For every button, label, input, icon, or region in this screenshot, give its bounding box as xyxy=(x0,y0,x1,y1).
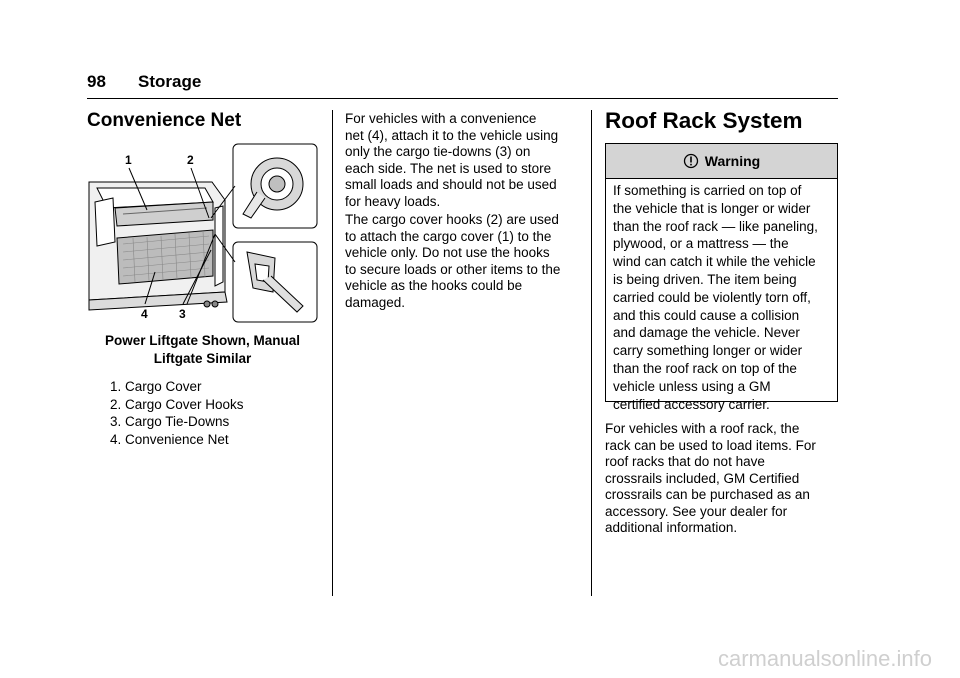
text-line: net (4), attach it to the vehicle using xyxy=(345,127,559,143)
callout-1: 1 xyxy=(125,153,132,167)
text-line: and damage the vehicle. Never xyxy=(613,325,800,341)
text-line: If something is carried on top of xyxy=(613,183,802,198)
legend-item: 4. Convenience Net xyxy=(110,431,229,447)
text-line: damaged. xyxy=(345,294,406,310)
cargo-illustration-svg xyxy=(87,142,318,324)
legend-item: 1. Cargo Cover xyxy=(110,379,202,394)
text-line: roof racks that do not have xyxy=(605,454,765,469)
text-line: The cargo cover hooks (2) are used xyxy=(345,212,559,227)
legend-item: 3. Cargo Tie-Downs xyxy=(110,414,230,429)
caption-line: Power Liftgate Shown, Manual xyxy=(104,333,300,348)
text-line: additional information. xyxy=(605,520,738,535)
watermark: carmanualsonline.info xyxy=(717,646,932,671)
callout-3: 3 xyxy=(179,307,186,321)
text-line: vehicle unless using a GM xyxy=(613,378,771,394)
text-line: vehicle as the hooks could be xyxy=(345,278,523,293)
text-line: vehicle only. Do not use the hooks xyxy=(345,245,550,260)
text-line: is being driven. The item being xyxy=(613,271,797,287)
cargo-area-illustration xyxy=(87,142,318,324)
text-line: only the cargo tie-downs (3) on xyxy=(345,144,531,159)
text-line: For vehicles with a roof rack, the xyxy=(605,421,800,436)
cargo-cover-hooks-paragraph xyxy=(345,212,560,311)
text-line: wind can catch it while the vehicle xyxy=(613,254,816,270)
column-divider-left xyxy=(332,110,333,596)
text-line: For vehicles with a convenience xyxy=(345,111,537,126)
text-line: accessory. See your dealer for xyxy=(605,503,788,519)
text-line: for heavy loads. xyxy=(345,193,441,209)
figure-caption xyxy=(87,332,318,368)
text-line: than the roof rack — like paneling, xyxy=(613,218,818,234)
text-line: plywood, or a mattress — the xyxy=(613,236,789,252)
text-line: the vehicle that is longer or wider xyxy=(613,200,811,216)
text-line: to secure loads or other items to the xyxy=(345,261,561,277)
legend-item: 2. Cargo Cover Hooks xyxy=(110,396,244,412)
vehicle-rear-drawing xyxy=(89,182,227,310)
roof-rack-paragraph xyxy=(605,421,816,537)
text-line: crossrails can be purchased as an xyxy=(605,487,810,502)
page-header xyxy=(87,72,838,99)
text-line: carry something longer or wider xyxy=(613,343,803,359)
convenience-net-heading: Convenience Net xyxy=(87,110,242,131)
text-line: than the roof rack on top of the xyxy=(613,360,797,376)
callout-4: 4 xyxy=(141,307,148,321)
page-number: 98 xyxy=(87,72,106,91)
callout-2: 2 xyxy=(187,153,194,167)
text-line: crossrails included, GM Certified xyxy=(605,470,800,486)
text-line: rack can be used to load items. For xyxy=(605,437,816,453)
text-line: each side. The net is used to store xyxy=(345,160,552,176)
warning-icon xyxy=(683,153,699,169)
column-divider-right xyxy=(591,110,592,596)
convenience-net-paragraph xyxy=(345,111,558,210)
cargo-tie-down-detail xyxy=(233,242,317,322)
roof-rack-heading: Roof Rack System xyxy=(605,108,803,133)
warning-header xyxy=(606,144,837,179)
text-line: to attach the cargo cover (1) to the xyxy=(345,228,552,244)
warning-box xyxy=(605,143,838,412)
text-line: and this could cause a collision xyxy=(613,307,800,323)
warning-title: Warning xyxy=(704,153,761,169)
warning-text xyxy=(606,182,824,413)
text-line: carried could be violently torn off, xyxy=(613,289,811,305)
section-title: Storage xyxy=(138,72,202,91)
text-line: certified accessory carrier. xyxy=(613,396,770,412)
text-line: small loads and should not be used xyxy=(345,177,557,192)
caption-line: Liftgate Similar xyxy=(153,351,252,366)
figure-legend xyxy=(110,378,244,448)
cargo-cover-hook-detail xyxy=(233,144,317,228)
